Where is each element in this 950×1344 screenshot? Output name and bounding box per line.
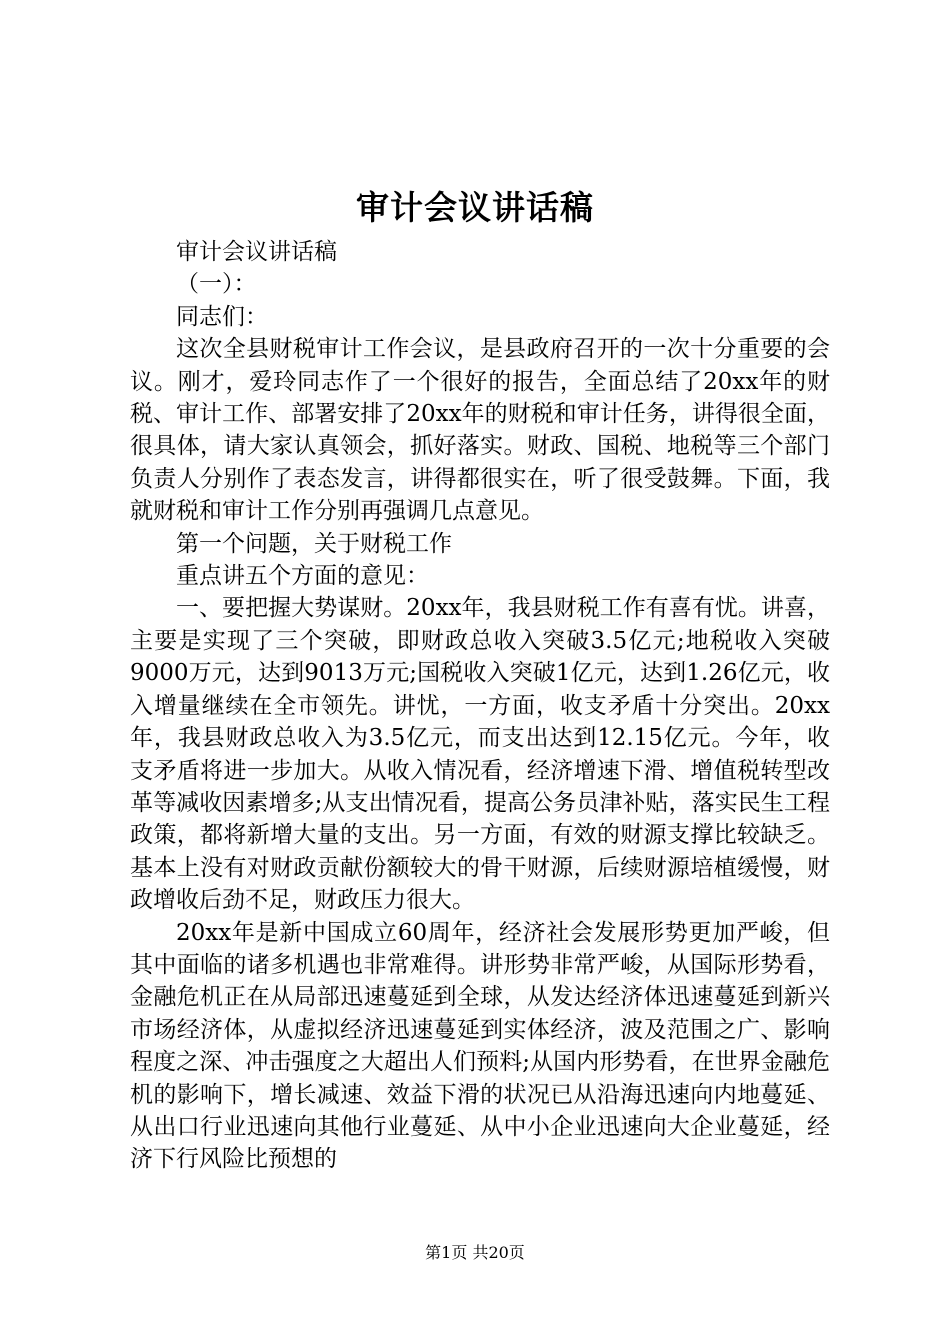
- document-body: [130, 236, 830, 1176]
- paragraph-section-number: （一）：: [176, 271, 257, 298]
- paragraph-five-points: 重点讲五个方面的意见：: [176, 563, 429, 590]
- document-title: 审计会议讲话稿: [356, 188, 594, 227]
- paragraph-situation: 20xx年是新中国成立60周年，经济社会发展形势更加严峻，但其中面临的诸多机遇也非常难得。讲形势非常严峻，从国际形势看，金融危机正在从局部迅速蔓延到全球，从发达经济体迅速蔓延到新兴市场经济体，从虚拟经济迅速蔓延到实体经济，波及范围之广、影响程度之深、冲击强度之大超出人们预料;从国内形势看，在世界金融危机的影响下，增长减速、效益下滑的状况已从沿海迅速向内地蔓延、从出口行业迅速向其他行业蔓延、从中小企业迅速向大企业蔓延，经济下行风险比预想的: [130, 919, 830, 1173]
- page-footer: 第1页 共20页: [425, 1243, 525, 1262]
- paragraph-salutation: 同志们：: [176, 303, 268, 330]
- paragraph-intro: 这次全县财税审计工作会议，是县政府召开的一次十分重要的会议。刚才，爱玲同志作了一个很好的报告，全面总结了20xx年的财税、审计工作、部署安排了20xx年的财税和审计任务，讲得很全面，很具体，请大家认真领会，抓好落实。财政、国税、地税等三个部门负责人分别作了表态发言，讲得都很实在，听了很受鼓舞。下面，我就财税和审计工作分别再强调几点意见。: [130, 336, 830, 525]
- paragraph-first-issue: 第一个问题，关于财税工作: [176, 530, 452, 557]
- paragraph-heading-repeat: 审计会议讲话稿: [176, 239, 337, 265]
- paragraph-point-one: 一、要把握大势谋财。20xx年，我县财税工作有喜有忧。讲喜，主要是实现了三个突破，即财政总收入突破3.5亿元;地税收入突破9000万元，达到9013万元;国税收入突破1亿元，达到1.26亿元，收入增量继续在全市领先。讲忧，一方面，收支矛盾十分突出。20xx年，我县财政总收入为3.5亿元，而支出达到12.15亿元。今年，收支矛盾将进一步加大。从收入情况看，经济增速下滑、增值税转型改革等减收因素增多;从支出情况看，提高公务员津补贴，落实民生工程政策，都将新增大量的支出。另一方面，有效的财源支撑比较缺乏。基本上没有对财政贡献份额较大的骨干财源，后续财源培植缓慢，财政增收后劲不足，财政压力很大。: [130, 595, 830, 914]
